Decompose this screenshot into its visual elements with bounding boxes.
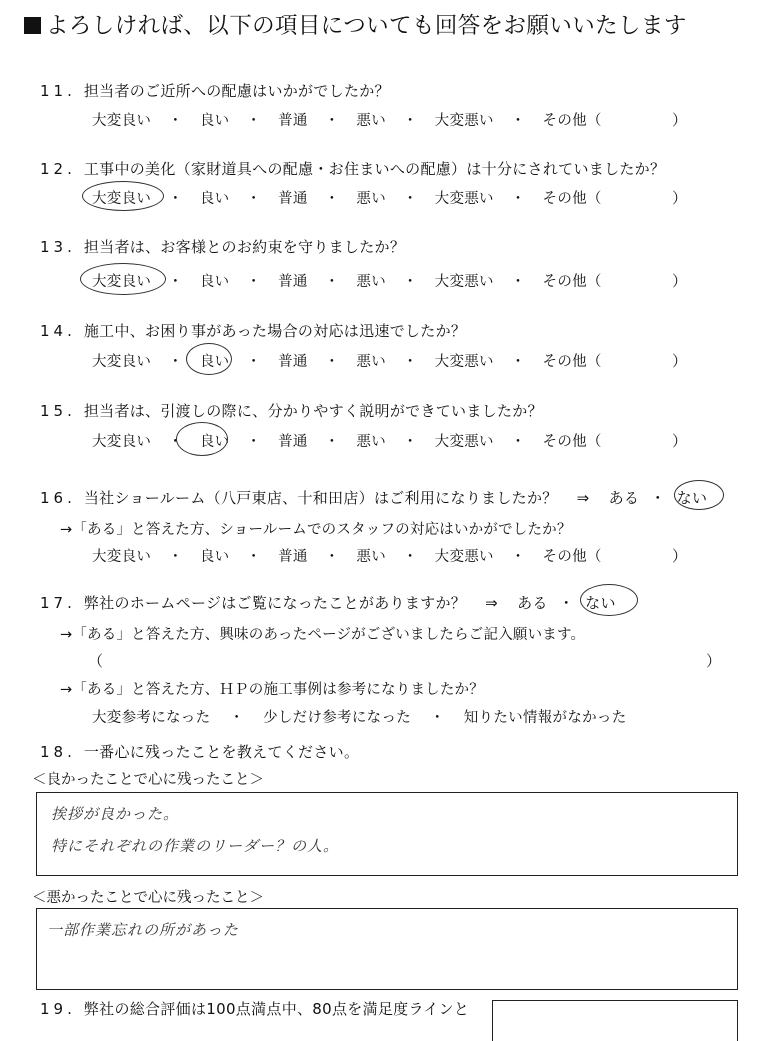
options-row-12: [92, 187, 602, 208]
question-text: 施工中、お困り事があった場合の対応は迅速でしたか？: [83, 322, 467, 340]
option-good[interactable]: 良い: [199, 113, 230, 129]
option-bad[interactable]: 悪い: [356, 274, 386, 290]
option-other[interactable]: その他（: [542, 113, 602, 129]
option-slightly-helpful[interactable]: 少しだけ参考になった: [263, 710, 412, 726]
black-square-icon: [24, 17, 41, 34]
separator: ・: [324, 354, 340, 370]
separator: ・: [168, 549, 183, 565]
separator: ・: [402, 274, 418, 290]
option-bad[interactable]: 悪い: [356, 549, 386, 565]
separator: ・: [429, 710, 445, 726]
option-very-good[interactable]: 大変良い: [92, 191, 152, 207]
separator: ・: [324, 113, 340, 129]
good-comment-line-1: 挨拶が良かった。: [51, 805, 180, 823]
option-good[interactable]: 良い: [199, 549, 230, 565]
option-very-good[interactable]: 大変良い: [92, 549, 152, 565]
question-11: [40, 80, 390, 101]
option-no[interactable]: ない: [676, 489, 708, 507]
option-very-bad[interactable]: 大変悪い: [434, 434, 494, 450]
question-text: 一番心に残ったことを教えてください。: [83, 743, 360, 761]
question-12: [40, 158, 665, 179]
option-very-bad[interactable]: 大変悪い: [434, 274, 494, 290]
option-good[interactable]: 良い: [199, 191, 230, 207]
option-very-good[interactable]: 大変良い: [92, 113, 152, 129]
options-row-11: [92, 109, 602, 130]
other-close-paren: ）: [672, 189, 688, 207]
bad-comment-line-1: 一部作業忘れの所があった: [47, 921, 239, 939]
separator: ・: [324, 549, 340, 565]
question-text: 弊社のホームページはご覧になったことがありますか？: [83, 594, 467, 612]
option-good[interactable]: 良い: [199, 274, 230, 290]
question-15: [40, 400, 543, 421]
good-comment-line-2: 特にそれぞれの作業のリーダー？の人。: [51, 837, 340, 855]
separator: ・: [402, 191, 418, 207]
question-number: 13.: [40, 238, 76, 256]
option-other[interactable]: その他（: [542, 549, 602, 565]
other-close-paren: ）: [672, 272, 688, 290]
separator: ・: [510, 274, 526, 290]
option-very-bad[interactable]: 大変悪い: [434, 354, 494, 370]
option-normal[interactable]: 普通: [278, 549, 308, 565]
separator: ・: [229, 710, 245, 726]
separator: ・: [246, 549, 262, 565]
question-19: [40, 998, 469, 1019]
question-18: [40, 741, 359, 762]
option-bad[interactable]: 悪い: [356, 434, 386, 450]
question-17: [40, 592, 616, 613]
option-very-good[interactable]: 大変良い: [92, 354, 152, 370]
separator: ・: [168, 354, 183, 370]
option-good[interactable]: 良い: [199, 354, 230, 370]
option-very-bad[interactable]: 大変悪い: [434, 191, 494, 207]
separator: ・: [246, 113, 262, 129]
option-normal[interactable]: 普通: [278, 274, 308, 290]
arrow-right-icon: ⇒: [485, 594, 499, 612]
good-comment-label: ＜良かったことで心に残ったこと＞: [32, 772, 264, 788]
options-row-16: [92, 545, 602, 566]
separator: ・: [324, 274, 340, 290]
option-normal[interactable]: 普通: [278, 191, 308, 207]
question-number: 17.: [40, 594, 76, 612]
option-normal[interactable]: 普通: [278, 354, 308, 370]
question-text: 工事中の美化（家財道具への配慮・お住まいへの配慮）は十分にされていましたか？: [83, 160, 666, 178]
followup-question-2: →「ある」と答えた方、ＨＰの施工事例は参考になりましたか？: [60, 682, 484, 698]
close-paren: ）: [706, 652, 722, 670]
option-no[interactable]: ない: [585, 594, 616, 612]
separator: ・: [246, 191, 262, 207]
option-normal[interactable]: 普通: [278, 113, 308, 129]
bad-comment-box[interactable]: [36, 908, 738, 990]
heading-text: よろしければ、以下の項目についても回答をお願いいたします: [46, 13, 687, 39]
question-13: [40, 236, 405, 257]
separator: ・: [324, 191, 340, 207]
question-16: [40, 487, 707, 508]
option-yes[interactable]: ある: [517, 594, 548, 612]
good-comment-box[interactable]: [36, 792, 738, 876]
option-yes[interactable]: ある: [608, 489, 640, 507]
question-text: 弊社の総合評価は100点満点中、80点を満足度ラインと: [83, 1000, 470, 1018]
option-very-helpful[interactable]: 大変参考になった: [92, 710, 211, 726]
separator: ・: [510, 113, 526, 129]
page-heading: [24, 8, 687, 40]
separator: ・: [246, 274, 262, 290]
option-bad[interactable]: 悪い: [356, 354, 386, 370]
separator: ・: [168, 434, 183, 450]
separator: ・: [510, 434, 526, 450]
separator: ・: [510, 191, 526, 207]
question-text: 担当者は、引渡しの際に、分かりやすく説明ができていましたか？: [83, 402, 543, 420]
separator: ・: [402, 354, 418, 370]
option-normal[interactable]: 普通: [278, 434, 308, 450]
options-row-13: [92, 270, 602, 291]
other-close-paren: ）: [672, 432, 688, 450]
separator: ・: [510, 549, 526, 565]
separator: ・: [324, 434, 340, 450]
separator: ・: [558, 594, 575, 612]
question-number: 14.: [40, 322, 76, 340]
question-text: 担当者は、お客様とのお約束を守りましたか？: [83, 238, 406, 256]
question-number: 15.: [40, 402, 76, 420]
question-number: 11.: [40, 82, 76, 100]
option-other[interactable]: その他（: [542, 274, 602, 290]
question-number: 18.: [40, 743, 76, 761]
question-number: 16.: [40, 489, 76, 507]
option-bad[interactable]: 悪い: [356, 191, 386, 207]
other-close-paren: ）: [672, 352, 688, 370]
question-number: 12.: [40, 160, 76, 178]
option-other[interactable]: その他（: [542, 191, 602, 207]
open-paren: （: [88, 652, 104, 670]
separator: ・: [402, 549, 418, 565]
options-row-14: [92, 350, 602, 371]
separator: ・: [168, 113, 183, 129]
option-very-good[interactable]: 大変良い: [92, 274, 152, 290]
separator: ・: [246, 354, 262, 370]
separator: ・: [402, 113, 418, 129]
bad-comment-label: ＜悪かったことで心に残ったこと＞: [32, 890, 264, 906]
score-box[interactable]: [492, 1000, 738, 1041]
separator: ・: [168, 191, 183, 207]
separator: ・: [168, 274, 183, 290]
option-other[interactable]: その他（: [542, 354, 602, 370]
other-close-paren: ）: [672, 547, 688, 565]
options-row-15: [92, 430, 602, 451]
option-very-good[interactable]: 大変良い: [92, 434, 152, 450]
separator: ・: [650, 489, 666, 507]
option-no-info[interactable]: 知りたい情報がなかった: [463, 710, 627, 726]
followup-question-1: →「ある」と答えた方、興味のあったページがございましたらご記入願います。: [60, 627, 586, 643]
option-bad[interactable]: 悪い: [356, 113, 386, 129]
question-number: 19.: [40, 1000, 76, 1018]
option-very-bad[interactable]: 大変悪い: [434, 549, 494, 565]
separator: ・: [510, 354, 526, 370]
option-good[interactable]: 良い: [199, 434, 230, 450]
question-text: 当社ショールーム（八戸東店、十和田店）はご利用になりましたか？: [83, 489, 558, 507]
question-14: [40, 320, 466, 341]
other-close-paren: ）: [672, 111, 688, 129]
option-very-bad[interactable]: 大変悪い: [434, 113, 494, 129]
question-text: 担当者のご近所への配慮はいかがでしたか？: [83, 82, 390, 100]
sub-options-row-17: [92, 706, 627, 727]
option-other[interactable]: その他（: [542, 434, 602, 450]
separator: ・: [402, 434, 418, 450]
separator: ・: [246, 434, 262, 450]
arrow-right-icon: ⇒: [576, 489, 590, 507]
followup-question: →「ある」と答えた方、ショールームでのスタッフの対応はいかがでしたか？: [60, 522, 572, 538]
